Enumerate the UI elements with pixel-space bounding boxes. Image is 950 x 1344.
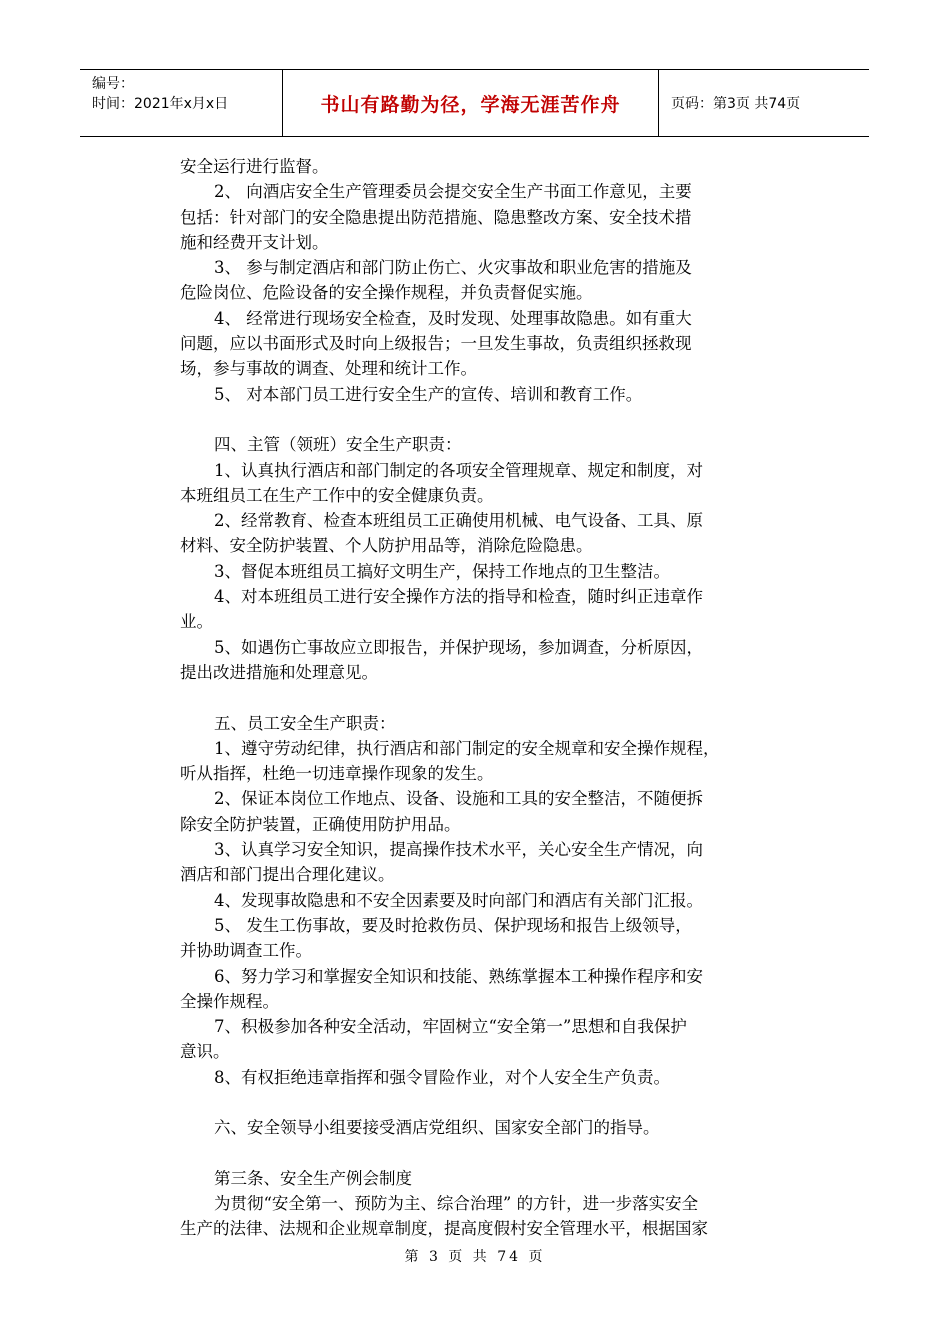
body-text-line: 材料、安全防护装置、个人防护用品等，消除危险隐患。 [180, 536, 593, 556]
page-header [80, 69, 869, 137]
body-text-line: 听从指挥，杜绝一切违章操作现象的发生。 [180, 764, 494, 784]
body-text-line: 施和经费开支计划。 [180, 232, 329, 252]
body-text-line: 8、有权拒绝违章指挥和强令冒险作业，对个人安全生产负责。 [214, 1067, 670, 1087]
body-text-line: 生产的法律、法规和企业规章制度，提高度假村安全管理水平，根据国家 [180, 1219, 708, 1239]
paragraph-gap [180, 685, 820, 710]
body-text-line: 2、 向酒店安全生产管理委员会提交安全生产书面工作意见，主要 [214, 182, 692, 202]
body-text-line: 四、主管（领班）安全生产职责： [214, 435, 462, 455]
body-text-line: 本班组员工在生产工作中的安全健康负责。 [180, 485, 494, 505]
body-text-line: 5、如遇伤亡事故应立即报告，并保护现场，参加调查，分析原因， [214, 637, 703, 657]
body-text-line: 4、发现事故隐患和不安全因素要及时向部门和酒店有关部门汇报。 [214, 890, 703, 910]
paragraph-gap [180, 1141, 820, 1166]
header-page-info: 页码：第3页 共74页 [671, 96, 801, 112]
body-text-line: 1、认真执行酒店和部门制定的各项安全管理规章、规定和制度，对 [214, 460, 703, 480]
body-text-line: 7、积极参加各种安全活动，牢固树立“安全第一”思想和自我保护 [214, 1017, 687, 1037]
body-text-line: 第三条、安全生产例会制度 [214, 1168, 412, 1188]
body-text-line: 6、努力学习和掌握安全知识和技能、熟练掌握本工种操作程序和安 [214, 966, 703, 986]
body-text-line: 4、对本班组员工进行安全操作方法的指导和检查，随时纠正违章作 [214, 587, 703, 607]
body-text-line: 2、经常教育、检查本班组员工正确使用机械、电气设备、工具、原 [214, 511, 703, 531]
body-text-line: 1、遵守劳动纪律，执行酒店和部门制定的安全规章和安全操作规程， [214, 738, 720, 758]
body-text-line: 3、 参与制定酒店和部门防止伤亡、火灾事故和职业危害的措施及 [214, 258, 692, 278]
body-text-line: 为贯彻“安全第一、预防为主、综合治理” 的方针，进一步落实安全 [214, 1194, 699, 1214]
body-text-line: 场，参与事故的调查、处理和统计工作。 [180, 359, 477, 379]
body-text-line: 意识。 [180, 1042, 230, 1062]
document-number-label: 编号： [92, 76, 134, 92]
document-date-label: 时间：2021年x月x日 [92, 96, 229, 112]
body-text-line: 包括：针对部门的安全隐患提出防范措施、隐患整改方案、安全技术措 [180, 207, 692, 227]
body-text-line: 问题，应以书面形式及时向上级报告；一旦发生事故，负责组织拯救现 [180, 334, 692, 354]
body-text-line: 3、认真学习安全知识，提高操作技术水平，关心安全生产情况，向 [214, 840, 703, 860]
body-text-line: 业。 [180, 612, 213, 632]
body-text-line: 2、保证本岗位工作地点、设备、设施和工具的安全整洁，不随便拆 [214, 789, 703, 809]
body-text-line: 4、 经常进行现场安全检查，及时发现、处理事故隐患。如有重大 [214, 308, 692, 328]
body-text-line: 提出改进措施和处理意见。 [180, 662, 378, 682]
body-text-line: 酒店和部门提出合理化建议。 [180, 865, 395, 885]
body-text-line: 五、员工安全生产职责： [214, 713, 396, 733]
body-text-line: 六、安全领导小组要接受酒店党组织、国家安全部门的指导。 [214, 1118, 660, 1138]
body-text-line: 5、 发生工伤事故，要及时抢救伤员、保护现场和报告上级领导， [214, 915, 692, 935]
body-text-line: 全操作规程。 [180, 991, 279, 1011]
document-body [180, 154, 820, 1242]
body-text-line: 并协助调查工作。 [180, 941, 312, 961]
body-text-line: 3、督促本班组员工搞好文明生产，保持工作地点的卫生整洁。 [214, 561, 670, 581]
body-text-line: 除安全防护装置，正确使用防护用品。 [180, 814, 461, 834]
header-meta [80, 70, 283, 136]
body-text-line: 危险岗位、危险设备的安全操作规程，并负责督促实施。 [180, 283, 593, 303]
body-text-line: 5、 对本部门员工进行安全生产的宣传、培训和教育工作。 [214, 384, 643, 404]
body-text-line: 安全运行进行监督。 [180, 157, 329, 176]
page-footer: 第 3 页 共 74 页 [404, 1249, 546, 1265]
header-motto: 书山有路勤为径，学海无涯苦作舟 [283, 70, 659, 136]
paragraph-gap [180, 1090, 820, 1115]
paragraph-gap [180, 407, 820, 432]
